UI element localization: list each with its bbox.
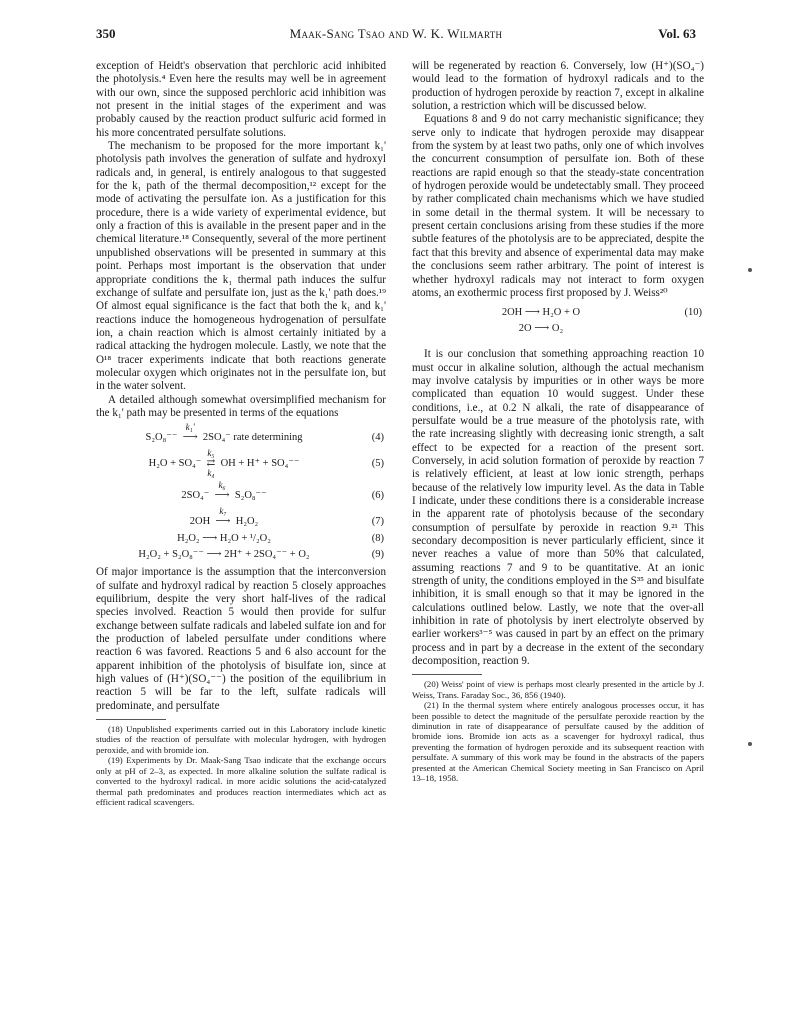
equation-lhs: 2OH	[189, 516, 211, 528]
running-header	[96, 26, 696, 46]
paragraph: will be regenerated by reaction 6. Conversely, low (H⁺)(SO₄⁻) would lead to the formation of hydroxyl radicals and to the production of hydrogen peroxide by reaction 7, except in alkaline solution, a restriction which will be discussed below.	[412, 60, 704, 113]
equation-9	[96, 548, 386, 562]
equation-lhs: H₂O + SO₄⁻	[148, 458, 202, 470]
equation-lhs: 2SO₄⁻	[181, 490, 210, 502]
reaction-arrow: ⟶ k₆	[211, 480, 233, 502]
equation-5	[96, 448, 386, 478]
page-number: 350	[96, 26, 116, 41]
right-column	[412, 60, 704, 784]
equation-6	[96, 480, 386, 504]
equation-expression: 2O ⟶ O₂	[518, 323, 564, 335]
paragraph: It is our conclusion that something approaching reaction 10 must occur in alkaline solution, although the actual mechanism may involve catalysis by impurities or in other ways be more complicated than equation 10 would suggest. Under these conditions, i.e., at 0.2 N alkali, the rate of disappearance of persulfate would be a true measure of the photolysis rate, with the rate increasing slightly with decreasing ionic strength, a salt effect to be expected for a reaction of the present sort. Conversely, in acid solution formation of peroxide by reaction 7 is relatively efficient, at least at low ionic strength, perhaps because of the relatively low impurity level. As the data in Table I indicate, under these conditions there is a considerable increase in the apparent rate of photolysis because of the secondary consumption of persulfate by peroxide in reaction 9.²¹ This secondary decomposition is never particularly efficient, since it never reaches a value of more than 50% that calculated, assuming reactions 7 and 9 to be quantitative. At an ionic strength of unity, the conditions employed in the S³⁵ and bisulfate inhibition, it is small enough so that it may be ignored in the calculations outlined below. Lastly, we note that the over-all inhibition in rate of photolysis by inert electrolyte observed by earlier workers³⁻⁵ was caused in part by an effect on the primary process and in part by a decrease in the extent of the secondary decomposition, reaction 9.	[412, 348, 704, 668]
footnotes	[412, 679, 704, 783]
equation-number: (8)	[371, 533, 384, 545]
equation-number: (9)	[371, 549, 384, 561]
equation-rhs: H₂O₂	[235, 516, 259, 528]
equation-number: (5)	[371, 458, 384, 470]
equation-number: (7)	[371, 516, 384, 528]
equation-number: (6)	[371, 490, 384, 502]
equation-rhs: 2SO₄⁻ rate determining	[202, 432, 303, 444]
footnote-21: (21) In the thermal system where entirely analogous processes occur, it has been possible to detect the magnitude of the persulfate peroxide reaction by the diminution in rate of disappearance of persulfate caused by the addition of bromide ions. Bromide ion acts as a scavenger for hydroxyl radical, thus preventing the formation of hydrogen peroxide and its subsequent reaction with persulfate. A summary of this work may be found in the abstracts of the papers presented at the American Chemical Society meeting in San Francisco on April 13–18, 1958.	[412, 700, 704, 784]
reaction-arrow: ⟶ k₁'	[179, 422, 201, 444]
equation-expression: H₂O₂ + S₂O₈⁻⁻ ⟶ 2H⁺ + 2SO₄⁻⁻ + O₂	[138, 549, 310, 561]
running-title: Maak-Sang Tsao and W. K. Wilmarth	[289, 26, 503, 41]
footnote-20: (20) Weiss' point of view is perhaps most clearly presented in the article by J. Weiss, Trans. Faraday Soc., 36, 856 (1940).	[412, 679, 704, 700]
scan-speck	[748, 268, 752, 272]
footnote-separator	[96, 719, 166, 720]
equation-10-second-line	[412, 322, 704, 336]
equation-8	[96, 532, 386, 546]
equation-rhs: OH + H⁺ + SO₄⁻⁻	[220, 458, 300, 470]
footnote-separator	[412, 674, 482, 675]
rate-constant-label: k₆	[218, 480, 226, 491]
equation-expression: H₂O₂ ⟶ H₂O + ¹/₂O₂	[177, 533, 271, 545]
equation-expression: 2OH ⟶ H₂O + O	[501, 307, 581, 319]
equation-4	[96, 422, 386, 446]
equation-rhs: S₂O₈⁻⁻	[234, 490, 267, 502]
equation-7	[96, 506, 386, 530]
rate-constant-label: k₄	[207, 468, 215, 479]
paragraph: Equations 8 and 9 do not carry mechanistic significance; they serve only to indicate that hydrogen peroxide may disappear from the system by at least two paths, only one of which involves the concurrent consumption of persulfate ion. Both of these reactions are rapid enough so that the steady-state concentration of hydrogen peroxide would be undetectably small. They proceed by rather complicated chain mechanisms which we have studied in some detail in the thermal system. It will be necessary to present certain conclusions arising from these studies if the more subtle features of the photolysis are to be appreciated, despite the fact that this brevity and absence of experimental data may make the conclusions seem rather arbitrary. The point of interest is whether hydroxyl radicals may not interact to form oxygen atoms, an exothermic process first proposed by J. Weiss²⁰	[412, 113, 704, 299]
rate-constant-label: k₇	[219, 506, 227, 517]
equation-10	[412, 306, 704, 320]
scan-speck	[748, 742, 752, 746]
equation-lhs: S₂O₈⁻⁻	[145, 432, 178, 444]
equation-number: (4)	[371, 432, 384, 444]
footnotes	[96, 724, 386, 807]
paragraph: Of major importance is the assumption that the interconversion of sulfate and hydroxyl radical by reaction 5 closely approaches equilibrium, despite the very short half-lives of the radical species involved. Reaction 5 would then provide for sulfur exchange between sulfate radicals and labeled sulfate ion and for the production of labeled persulfate under conditions where reaction 6 was favored. Reactions 5 and 6 also account for the apparent inhibition of the photolysis of bisulfate ion, since at high values of (H⁺)(SO₄⁻⁻) the position of the equilibrium in reaction 5 will be far to the left, sulfate radicals will predominate, and persulfate	[96, 566, 386, 712]
rate-constant-label: k₅	[207, 448, 215, 459]
equilibrium-arrow: ⇄ k₅ k₄	[204, 457, 218, 470]
reaction-arrow: ⟶ k₇	[212, 506, 234, 528]
paragraph: A detailed although somewhat oversimplified mechanism for the k₁' path may be presented in terms of the equations	[96, 393, 386, 419]
equation-number: (10)	[684, 307, 702, 319]
left-column	[96, 60, 386, 807]
footnote-18: (18) Unpublished experiments carried out in this Laboratory include kinetic studies of the reaction of persulfate with molecular hydrogen, with hydrogen peroxide, and with bromide ion.	[96, 724, 386, 755]
paragraph: The mechanism to be proposed for the more important k₁' photolysis path involves the generation of sulfate and hydroxyl radicals and, in general, is entirely analogous to that suggested for the k₁ path of the thermal decomposition,¹² except for the mode of activating the persulfate ion. As a justification for this procedure, there is a wide variety of experimental evidence, but only a fraction of this is available in the present paper and in the chemical literature.¹⁸ Consequently, several of the more pertinent unpublished observations will be presented in summary at this point. Perhaps most important is the observation that under appropriate conditions the k₁ thermal path induces the sulfur exchange of sulfate and persulfate ion, just as the k₁' path does.¹⁹ Of almost equal significance is the fact that both the k₁ and k₁' reactions induce the homogeneous hydrogenation of persulfate ion, a chain reaction which is almost certainly initiated by a radical attacking the hydrogen molecule. Lastly, we note that the O¹⁸ tracer experiments indicate that both reactions generate molecular oxygen which originates not in the persulfate ion, but in the water solvent.	[96, 140, 386, 393]
volume-label: Vol. 63	[658, 26, 696, 41]
paragraph: exception of Heidt's observation that perchloric acid inhibited the photolysis.⁴ Even here the results may well be in agreement with our own, since the supposed perchloric acid inhibition was not present in the initial stages of the experiment and was probably caused by the reaction product sulfuric acid formed in his more concentrated persulfate solutions.	[96, 60, 386, 139]
rate-constant-label: k₁'	[185, 422, 195, 433]
footnote-19: (19) Experiments by Dr. Maak-Sang Tsao indicate that the exchange occurs only at pH of 2–3, as expected. In more alkaline solution the sulfate radical is converted to the hydroxyl radical. in more acidic solutions the acid-catalyzed thermal path predominates and produces reaction intermediates which act as efficient radical scavengers.	[96, 755, 386, 807]
